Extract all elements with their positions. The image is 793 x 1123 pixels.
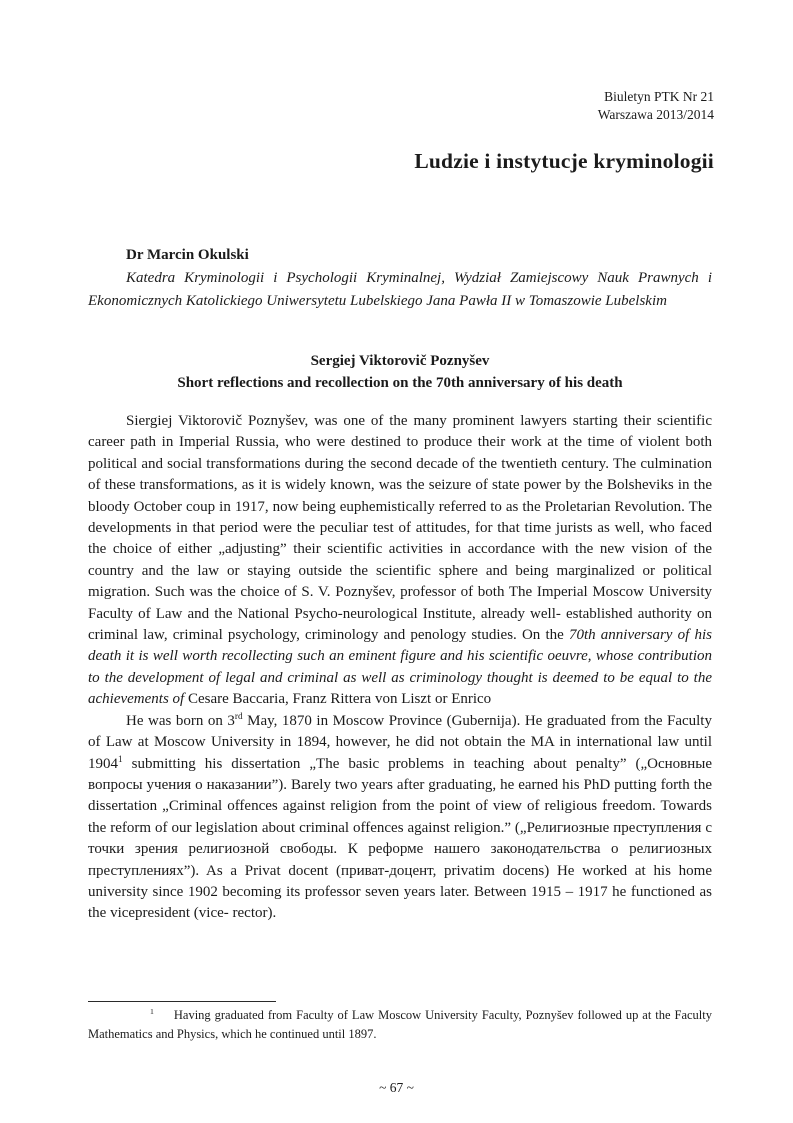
article-body [88, 411, 712, 925]
author-affiliation: Katedra Kryminologii i Psychologii Kryminalnej, Wydział Zamiejscowy Nauk Prawnych i Ekonomicznych Katolickiego Uniwersytetu Lubelskiego Jana Pawła II w Tomaszowie Lubelskim [88, 269, 712, 309]
paragraph-2: He was born on 3rd May, 1870 in Moscow Province (Gubernija). He graduated from the Faculty of Law at Moscow University in 1894, however, he did not obtain the MA in international law until 1904$^1$ submitting his dissertation „The basic problems in teaching about penalty” („Основные вопросы учения о наказании”). Barely two years after graduating, he earned his PhD putting forth the dissertation „Criminal offences against religion from the point of view of religious freedom. Towards the reform of our legislation about criminal offences against religion.” („Религиозные преступления с точки зрения религиозной свободы. К реформе нашего законодательства о религиозных преступлениях”). As a Privat docent (приват-доцент, privatim docens) He worked at his home university since 1902 becoming its professor seven years later. Between 1915 – 1917 he functioned as the vicepresident (vice- rector). [88, 711, 712, 922]
paragraph-1: Siergiej Viktorovič Poznyšev, was one of the many prominent lawyers starting their scientific career path in Imperial Russia, who were destined to produce their work at the time of violent both political and social transformations during the second decade of the twentieth century. The culmination of these transformations, as it is widely known, was the seizure of state power by the Bolsheviks in the bloody October coup in 1917, now being euphemistically referred to as the Proletarian Revolution. The developments in that period were the peculiar test of attitudes, for that time jurists as well, who faced the choice of either „adjusting” their scientific activities in accordance with the new vision of the country and the law or staying outside the scientific sphere and being marginalized or political migration. Such was the choice of S. V. Poznyšev, professor of both The Imperial Moscow University Faculty of Law and the National Psycho-neurological Institute, already well- established authority on criminal law, criminal psychology, criminology and penology studies. On the 70th anniversary of his death it is well worth recollecting such an eminent figure and his scientific oeuvre, whose contribution to the development of legal and criminal as well as criminology thought is deemed to be equal to the achievements of Cesare Baccaria, Franz Rittera von Liszt or Enrico [88, 413, 712, 708]
journal-header-line2: Warszawa 2013/2014 [597, 106, 714, 122]
footnote-separator [88, 1001, 276, 1002]
page-number: ~ 67 ~ [379, 1080, 414, 1095]
footnote-body: Having graduated from Faculty of Law Moscow University Faculty, Poznyšev followed up at the Faculty Mathematics and Physics, which he continued until 1897. [88, 1008, 712, 1041]
footnote-text [88, 1006, 712, 1043]
author-name: Dr Marcin Okulski [126, 247, 249, 263]
article-heading [88, 351, 712, 394]
article-heading-line1: Sergiej Viktorovič Poznyšev [310, 353, 490, 369]
page-title: Ludzie i instytucje kryminologii [414, 149, 714, 173]
author-block [88, 245, 712, 314]
journal-header [88, 88, 714, 123]
footnote-marker: 1 [150, 1006, 154, 1016]
footnote-area [88, 1001, 712, 1043]
journal-header-line1: Biuletyn PTK Nr 21 [604, 89, 714, 104]
article-heading-line2: Short reflections and recollection on the 70th anniversary of his death [177, 374, 623, 391]
